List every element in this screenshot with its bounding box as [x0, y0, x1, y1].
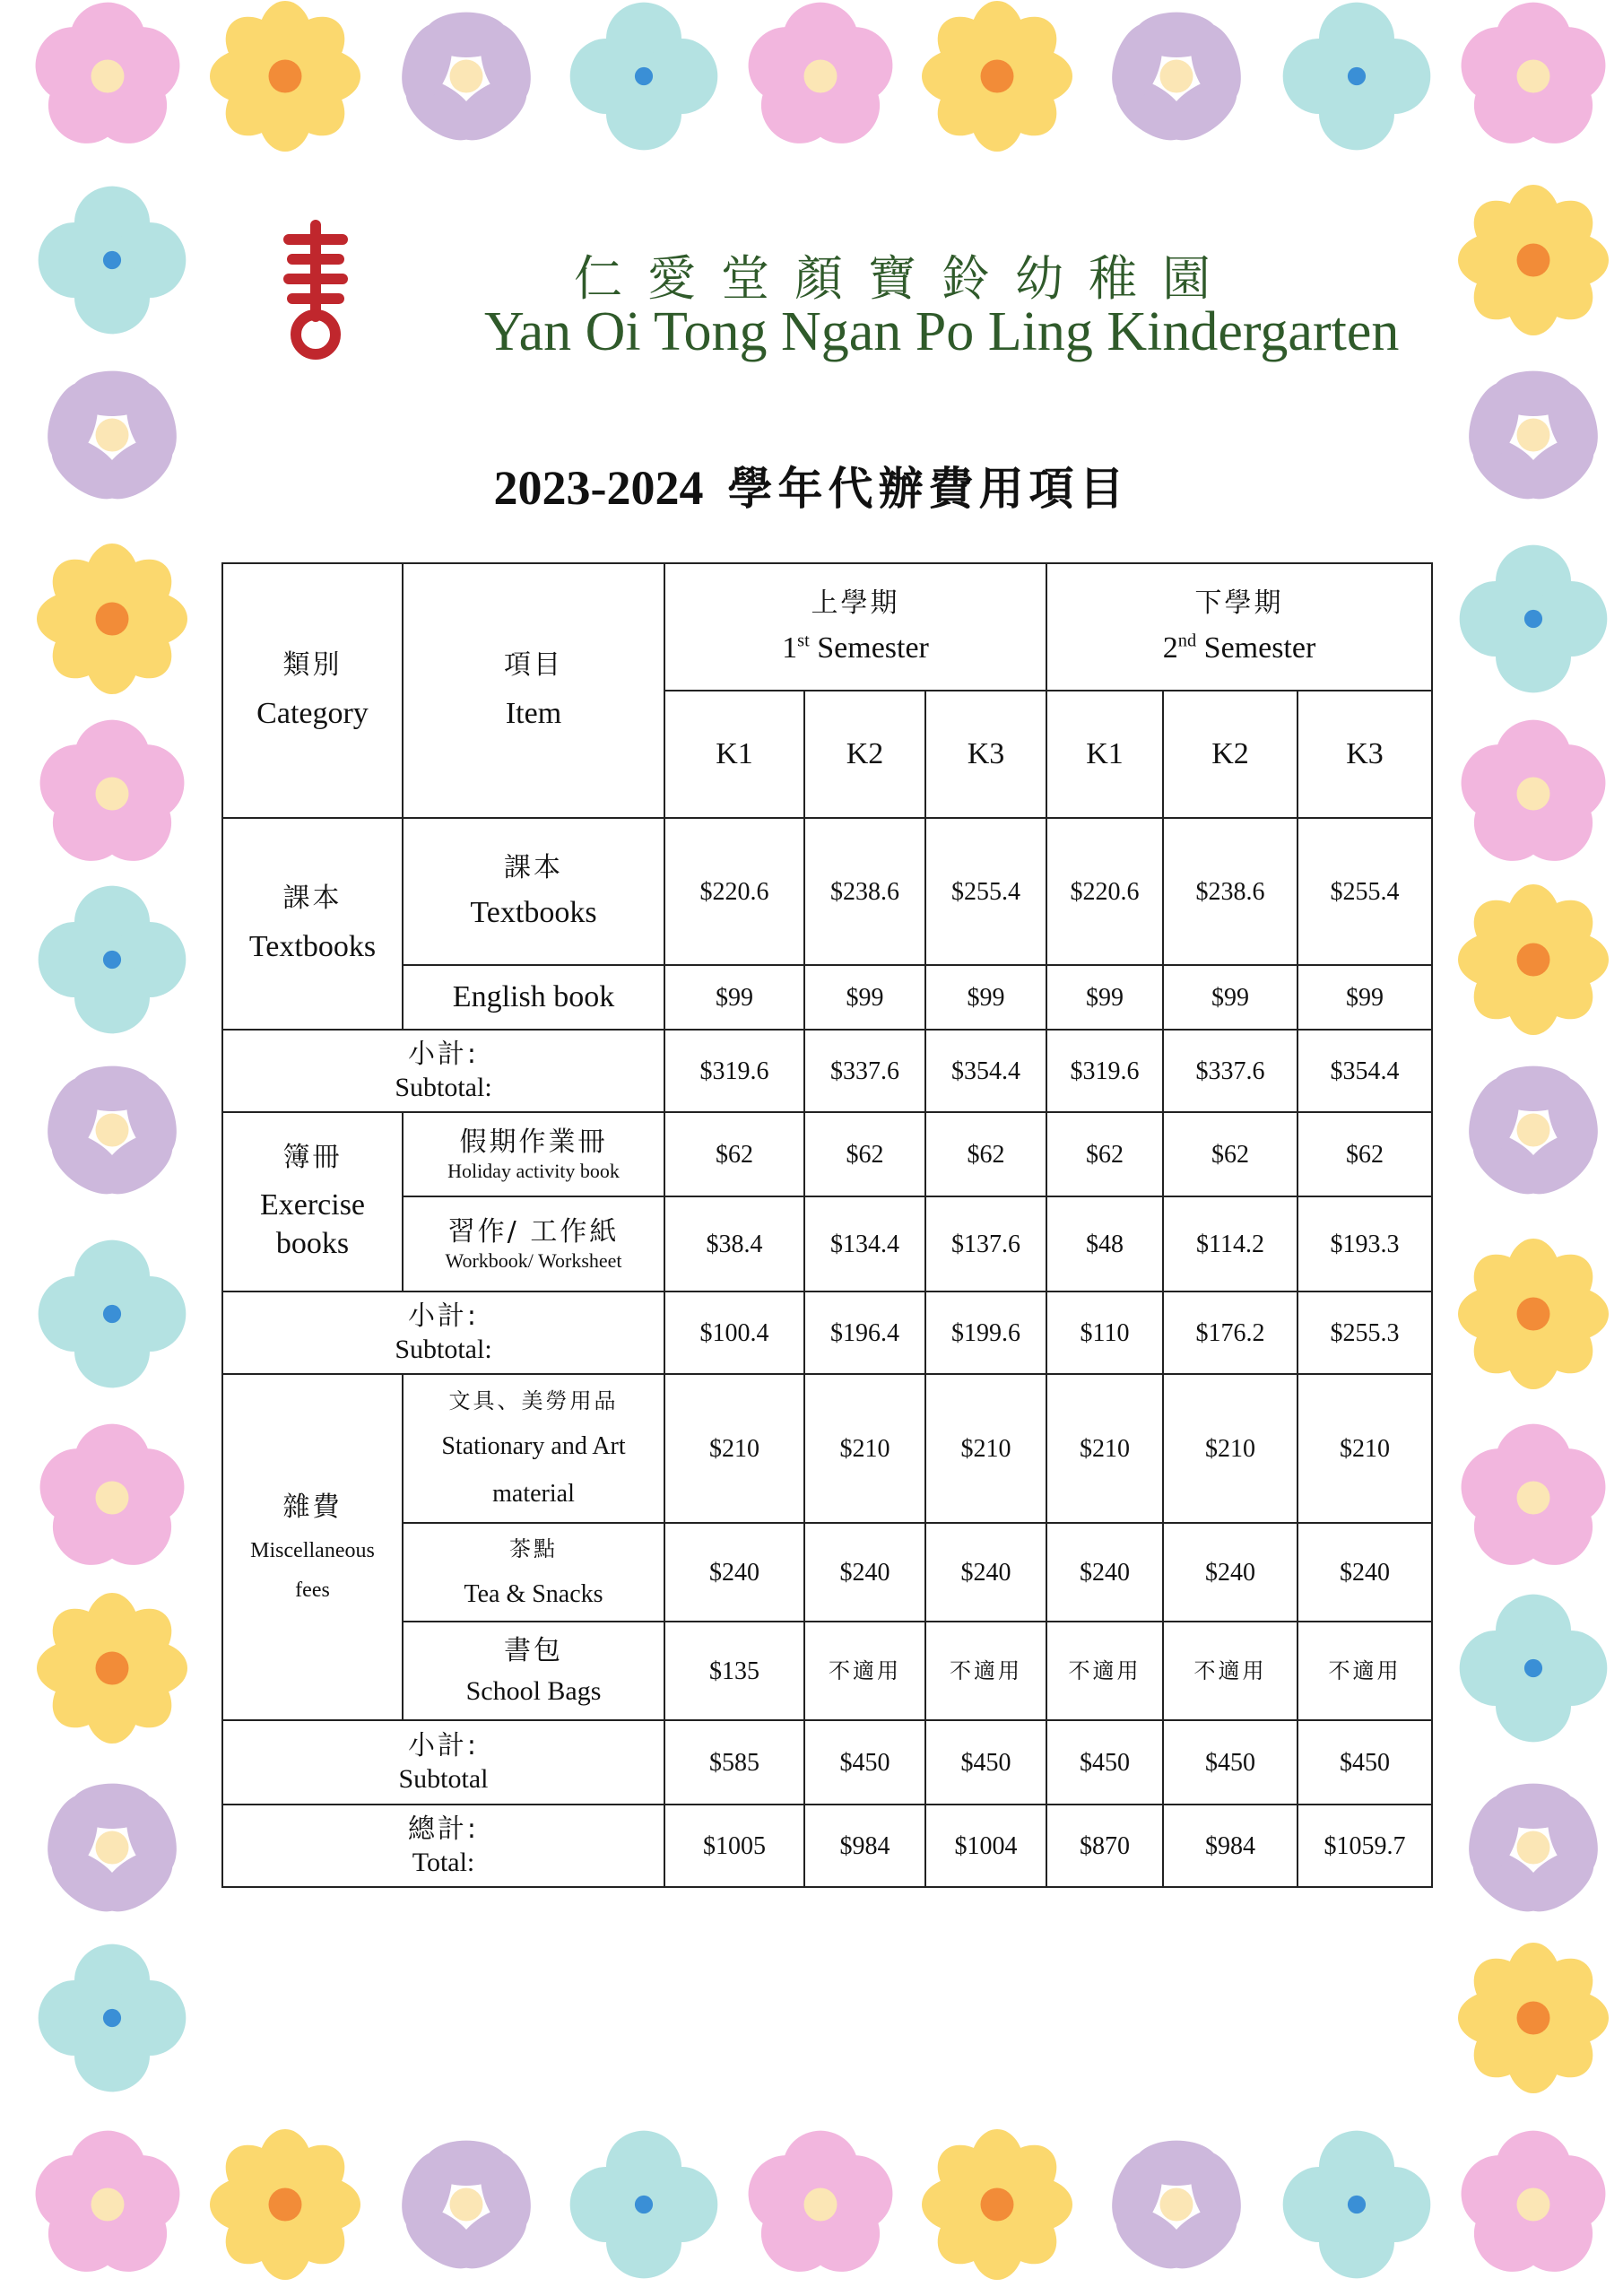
category-misc-fees: 雜費 Miscellaneous fees [222, 1374, 403, 1720]
school-logo [280, 220, 352, 363]
fee-cell: $99 [925, 965, 1046, 1030]
subtotal-cell: $199.6 [925, 1292, 1046, 1374]
purple-flower-icon [1460, 1784, 1607, 1924]
table-row-workbook [222, 1196, 1432, 1292]
subtotal-cell: $354.4 [925, 1030, 1046, 1112]
subtotal-cell: $450 [1163, 1720, 1298, 1805]
document-title [0, 453, 1623, 517]
subtotal-cell: $450 [925, 1720, 1046, 1805]
fee-cell: $62 [925, 1112, 1046, 1196]
school-name-zh: 仁愛堂顏寶鈴幼稚園 [574, 250, 1236, 307]
subtotal-cell: $196.4 [804, 1292, 925, 1374]
pink-flower-icon [26, 3, 190, 159]
blue-flower-icon [1283, 2131, 1431, 2279]
pink-flower-icon [30, 1424, 195, 1580]
fee-cell: $240 [1046, 1523, 1163, 1622]
yellow-flower-icon [210, 2129, 360, 2280]
item-workbook: 習作/ 工作紙 Workbook/ Worksheet [403, 1196, 664, 1292]
fee-cell: $135 [664, 1622, 804, 1720]
fee-cell: $62 [1046, 1112, 1163, 1196]
semester-2-header: 下學期 2nd Semester [1046, 563, 1432, 691]
item-textbooks: 課本 Textbooks [403, 818, 664, 965]
blue-flower-icon [39, 1944, 187, 2092]
table-row-textbooks [222, 818, 1432, 965]
item-holiday-book: 假期作業冊 Holiday activity book [403, 1112, 664, 1196]
purple-flower-icon [39, 1066, 186, 1206]
subtotal-cell: $450 [1046, 1720, 1163, 1805]
fee-cell: $210 [664, 1374, 804, 1523]
subtotal-cell: $450 [1298, 1720, 1432, 1805]
item-header: 項目 Item [403, 563, 664, 818]
header-row-semesters [222, 563, 1432, 691]
total-row [222, 1805, 1432, 1887]
fee-cell-na: 不適用 [1163, 1622, 1298, 1720]
fee-cell-na: 不適用 [925, 1622, 1046, 1720]
fee-cell: $134.4 [804, 1196, 925, 1292]
yellow-flower-icon [1458, 1239, 1609, 1389]
subtotal-cell: $176.2 [1163, 1292, 1298, 1374]
purple-flower-icon [1103, 13, 1250, 152]
fee-cell: $210 [1046, 1374, 1163, 1523]
pink-flower-icon [1452, 720, 1616, 876]
fee-cell: $220.6 [1046, 818, 1163, 965]
grade-header: K3 [1298, 691, 1432, 818]
blue-flower-icon [1460, 545, 1608, 693]
semester-1-header: 上學期 1st Semester [664, 563, 1046, 691]
title-text-zh: 學年代辦費用項目 [727, 463, 1130, 515]
grade-header: K3 [925, 691, 1046, 818]
blue-flower-icon [1460, 1595, 1608, 1743]
total-cell: $984 [1163, 1805, 1298, 1887]
total-cell: $984 [804, 1805, 925, 1887]
subtotal-cell: $337.6 [1163, 1030, 1298, 1112]
table-row-holiday-book [222, 1112, 1432, 1196]
subtotal-cell: $100.4 [664, 1292, 804, 1374]
subtotal-label: 小計: Subtotal [222, 1720, 664, 1805]
grade-header: K1 [1046, 691, 1163, 818]
fee-cell: $220.6 [664, 818, 804, 965]
table-row-english-book [222, 965, 1432, 1030]
purple-flower-icon [1103, 2141, 1250, 2281]
fee-cell: $99 [804, 965, 925, 1030]
total-cell: $870 [1046, 1805, 1163, 1887]
subtotal-cell: $319.6 [1046, 1030, 1163, 1112]
fee-cell: $210 [804, 1374, 925, 1523]
subtotal-cell: $337.6 [804, 1030, 925, 1112]
total-cell: $1005 [664, 1805, 804, 1887]
total-cell: $1059.7 [1298, 1805, 1432, 1887]
fee-cell-na: 不適用 [1298, 1622, 1432, 1720]
table-row-tea-snacks [222, 1523, 1432, 1622]
yellow-flower-icon [1458, 884, 1609, 1035]
subtotal-label: 小計: Subtotal: [222, 1030, 664, 1112]
fee-cell: $240 [804, 1523, 925, 1622]
fee-cell: $99 [1046, 965, 1163, 1030]
pink-flower-icon [30, 720, 195, 876]
fee-cell: $62 [1298, 1112, 1432, 1196]
purple-flower-icon [1460, 1066, 1607, 1206]
yellow-flower-icon [1458, 185, 1609, 335]
subtotal-cell: $110 [1046, 1292, 1163, 1374]
subtotal-label: 小計: Subtotal: [222, 1292, 664, 1374]
subtotal-cell: $319.6 [664, 1030, 804, 1112]
fee-cell: $99 [664, 965, 804, 1030]
yellow-flower-icon [37, 1593, 187, 1744]
fee-cell: $62 [804, 1112, 925, 1196]
fee-cell: $99 [1163, 965, 1298, 1030]
item-school-bags: 書包 School Bags [403, 1622, 664, 1720]
school-name-en: Yan Oi Tong Ngan Po Ling Kindergarten [484, 301, 1400, 362]
grade-header: K1 [664, 691, 804, 818]
yellow-flower-icon [922, 1, 1072, 152]
subtotal-cell: $255.3 [1298, 1292, 1432, 1374]
grade-header: K2 [804, 691, 925, 818]
fee-cell: $238.6 [1163, 818, 1298, 965]
pink-flower-icon [739, 2131, 903, 2287]
fee-cell: $48 [1046, 1196, 1163, 1292]
item-english-book: English book [403, 965, 664, 1030]
fee-cell: $210 [925, 1374, 1046, 1523]
grade-header: K2 [1163, 691, 1298, 818]
fee-cell: $255.4 [925, 818, 1046, 965]
fee-cell: $62 [664, 1112, 804, 1196]
purple-flower-icon [393, 2141, 540, 2281]
blue-flower-icon [570, 2131, 718, 2279]
item-stationary: 文具、美勞用品 Stationary and Art material [403, 1374, 664, 1523]
fee-cell: $238.6 [804, 818, 925, 965]
fee-cell: $240 [925, 1523, 1046, 1622]
fee-cell: $240 [1163, 1523, 1298, 1622]
fee-cell-na: 不適用 [804, 1622, 925, 1720]
subtotal-row-exercise [222, 1292, 1432, 1374]
fee-cell: $114.2 [1163, 1196, 1298, 1292]
fee-cell: $240 [1298, 1523, 1432, 1622]
fee-table [221, 562, 1433, 1888]
fee-cell: $210 [1163, 1374, 1298, 1523]
fee-cell: $210 [1298, 1374, 1432, 1523]
subtotal-row-textbooks [222, 1030, 1432, 1112]
blue-flower-icon [39, 1240, 187, 1388]
fee-cell: $193.3 [1298, 1196, 1432, 1292]
fee-cell: $99 [1298, 965, 1432, 1030]
fee-cell: $62 [1163, 1112, 1298, 1196]
pink-flower-icon [26, 2131, 190, 2287]
table-row-school-bags [222, 1622, 1432, 1720]
blue-flower-icon [39, 187, 187, 335]
blue-flower-icon [570, 3, 718, 151]
fee-cell: $240 [664, 1523, 804, 1622]
subtotal-cell: $354.4 [1298, 1030, 1432, 1112]
blue-flower-icon [39, 886, 187, 1034]
title-year: 2023-2024 [493, 461, 704, 515]
yellow-flower-icon [922, 2129, 1072, 2280]
item-tea-snacks: 茶點 Tea & Snacks [403, 1523, 664, 1622]
purple-flower-icon [393, 13, 540, 152]
pink-flower-icon [1452, 3, 1616, 159]
fee-cell: $255.4 [1298, 818, 1432, 965]
fee-cell: $38.4 [664, 1196, 804, 1292]
pink-flower-icon [1452, 1424, 1616, 1580]
total-cell: $1004 [925, 1805, 1046, 1887]
pink-flower-icon [1452, 2131, 1616, 2287]
yellow-flower-icon [1458, 1943, 1609, 2093]
table-row-stationary [222, 1374, 1432, 1523]
fee-cell: $137.6 [925, 1196, 1046, 1292]
purple-flower-icon [39, 1784, 186, 1924]
pink-flower-icon [739, 3, 903, 159]
category-exercise-books: 簿冊 Exercise books [222, 1112, 403, 1292]
subtotal-cell: $585 [664, 1720, 804, 1805]
fee-cell-na: 不適用 [1046, 1622, 1163, 1720]
yellow-flower-icon [37, 544, 187, 694]
subtotal-row-misc [222, 1720, 1432, 1805]
blue-flower-icon [1283, 3, 1431, 151]
category-textbooks: 課本 Textbooks [222, 818, 403, 1030]
subtotal-cell: $450 [804, 1720, 925, 1805]
category-header: 類別 Category [222, 563, 403, 818]
yellow-flower-icon [210, 1, 360, 152]
total-label: 總計: Total: [222, 1805, 664, 1887]
